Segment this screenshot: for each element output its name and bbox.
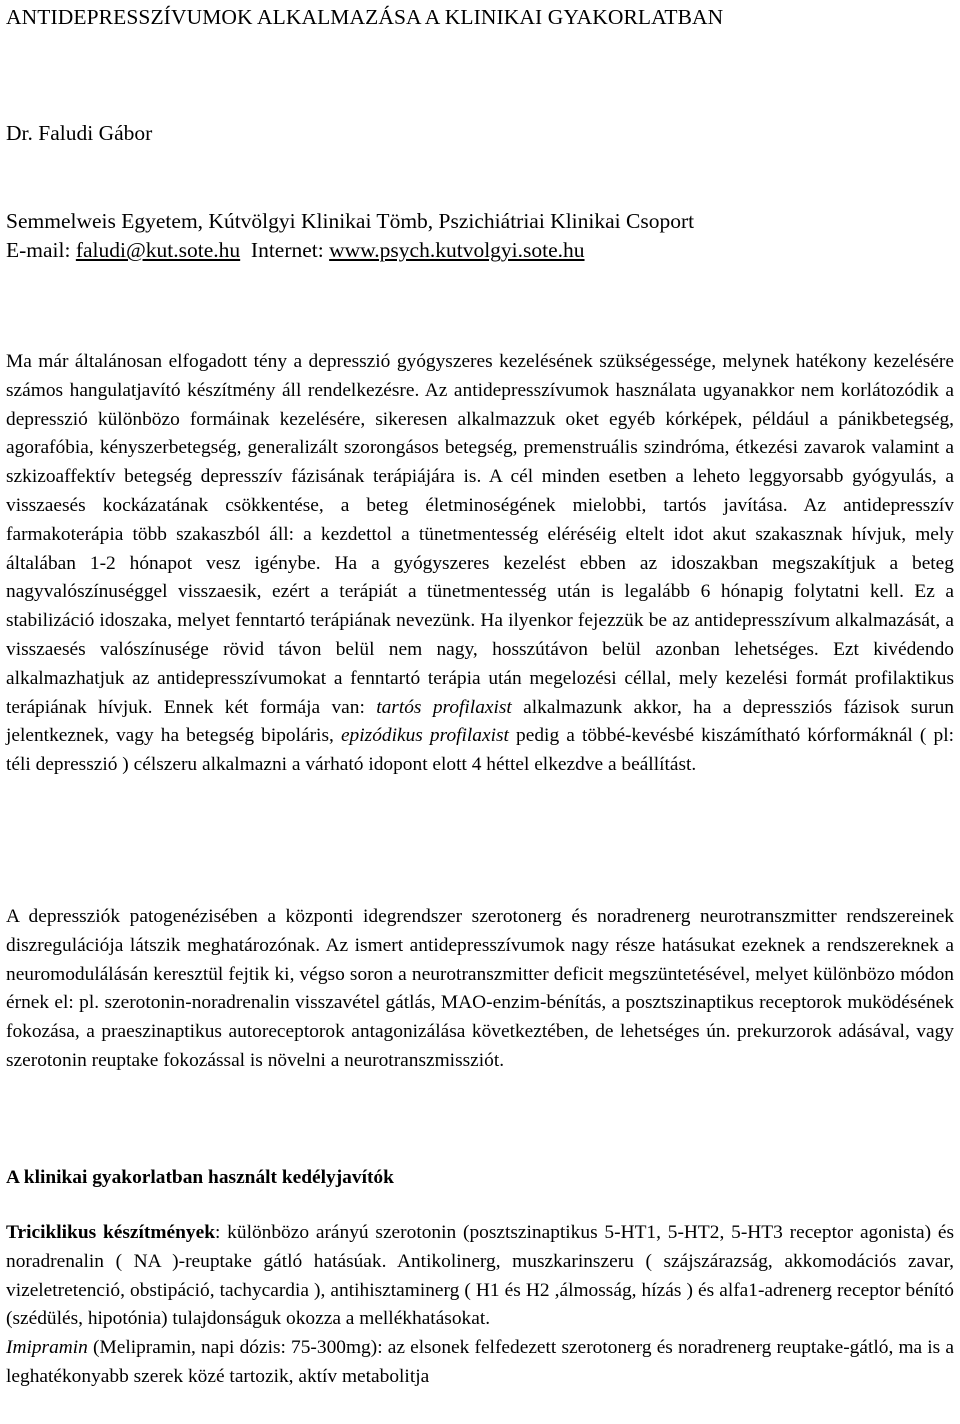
author-name: Dr. Faludi Gábor bbox=[6, 121, 153, 145]
email-label: E-mail: bbox=[6, 238, 76, 262]
paragraph-intro-text: Ma már általánosan elfogadott tény a depresszió gyógyszeres kezelésének szükségessége, melynek hatékony kezelésére számos hangulatjavító készítmény áll rendelkezésre. Az antidepresszívumok használata ugyanakkor nem korlátozódik a depresszió különbözo formáinak kezelésére, sikeresen alkalmazzuk oket egyéb kórképek, például a pánikbetegség, agorafóbia, kényszerbetegség, generalizált szorongásos betegség, premenstruális szindróma, étkezési zavarok valamint a szkizoaffektív betegség depresszív fázisának terápiájára is. A cél minden esetben a leheto leggyorsabb gyógyulás, a visszaesés kockázatának csökkentése, a beteg életminoségének mielobbi, tartós javítása. Az antidepresszív farmakoterápia több szakaszból áll: a kezdettol a tünetmentesség eléréséig eltelt idot akut szakasznak hívjuk, mely általában 1-2 hónapot vesz igénybe. Ha a gyógyszeres kezelést ebben az idoszakban megszakítjuk a beteg nagyvalószínuséggel visszaesik, ezért a terápiát a tünetmentesség után is legalább 6 hónapig folytatni kell. Ez a stabilizáció idoszaka, melyet fenntartó terápiának nevezünk. Ha ilyenkor fejezzük be az antidepresszívum alkalmazását, a visszaesés valószínusége rövid távon belül nem nagy, hosszútávon belül azonban lehetséges. Ezt kivédendo alkalmazhatjuk az antidepresszívumokat a fenntartó terápia után megelozési céllal, mely kezelési formát profilaktikus terápiának hívjuk. Ennek két formája van: bbox=[6, 351, 954, 718]
tricyclic-label: Triciklikus készítmények bbox=[6, 1222, 215, 1243]
affiliation-line: Semmelweis Egyetem, Kútvölgyi Klinikai Tömb, Pszichiátriai Klinikai Csoport bbox=[6, 209, 695, 233]
tricyclic-text: : különbözo arányú szerotonin (posztszinaptikus 5-HT1, 5-HT2, 5-HT3 receptor agonista) és noradrenalin ( NA )-reuptake gátló hatásúak. Antikolinerg, muszkarinszeru ( szájszárazság, akkomodációs zavar, vizeletretenció, obstipáció, tachycardia ), antihisztaminerg ( H1 és H2 ,álmosság, hízás ) és alfa1-adrenerg receptor bénító (szédülés, hipotónia) tulajdonságuk okozza a mellékhatásokat. bbox=[6, 1222, 954, 1330]
term-tartos-profilaxis: tartós profilaxist bbox=[376, 696, 512, 718]
email-link[interactable]: faludi@kut.sote.hu bbox=[75, 238, 241, 262]
internet-label: Internet: bbox=[250, 238, 330, 262]
term-epizodikus-profilaxis: epizódikus profilaxist bbox=[340, 725, 509, 747]
paragraph-pathogenesis: A depressziók patogenézisében a központi idegrendszer szerotonerg és noradrenerg neurotranszmitter rendszereinek diszregulációja látszik meghatározónak. Az ismert antidepresszívumok nagy része hatásukat ezeknek a rendszereknek a neuromodulálásán keresztül fejtik ki, végso soron a neurotranszmitter deficit megszüntetésével, melyet különbözo módon érnek el: pl. szerotonin-noradrenalin visszavétel gátlás, MAO-enzim-bénítás, a posztszinaptikus receptorok muködésének fokozása, a praeszinaptikus autoreceptorok antagonizálása következtében, de lehetséges ún. prekurzorok adásával, vagy szerotonin reuptake fokozással is növelni a neurotranszmissziót. bbox=[6, 906, 954, 1071]
imipramin-text: (Melipramin, napi dózis: 75-300mg): az elsonek felfedezett szerotonerg és noradrenerg reuptake-gátló, ma is a leghatékonyabb szerek közé tartozik, aktív metabolitja bbox=[6, 1337, 954, 1387]
section-heading: A klinikai gyakorlatban használt kedélyjavítók bbox=[6, 1167, 394, 1188]
imipramin-entry bbox=[6, 1334, 954, 1392]
paragraph-intro-mid: alkalmazunk akkor, ha a depressziós fázisok surun jelentkeznek, vagy ha betegség bipoláris, bbox=[6, 696, 954, 747]
paragraph-intro-end: pedig a többé-kevésbé kiszámítható kórformáknál ( pl: téli depresszió ) célszeru alkalmazni a várható idopont elott 4 héttel elkezdve a beállítást. bbox=[6, 725, 954, 776]
contact-line bbox=[6, 236, 694, 265]
paragraph-intro bbox=[6, 348, 954, 780]
tricyclic-entry bbox=[6, 1219, 954, 1334]
drug-list bbox=[6, 1219, 954, 1392]
affiliation-block bbox=[6, 207, 694, 265]
document-title: ANTIDEPRESSZÍVUMOK ALKALMAZÁSA A KLINIKAI GYAKORLATBAN bbox=[6, 5, 724, 29]
website-link[interactable]: www.psych.kutvolgyi.sote.hu bbox=[329, 238, 585, 262]
imipramin-label: Imipramin bbox=[6, 1337, 88, 1359]
